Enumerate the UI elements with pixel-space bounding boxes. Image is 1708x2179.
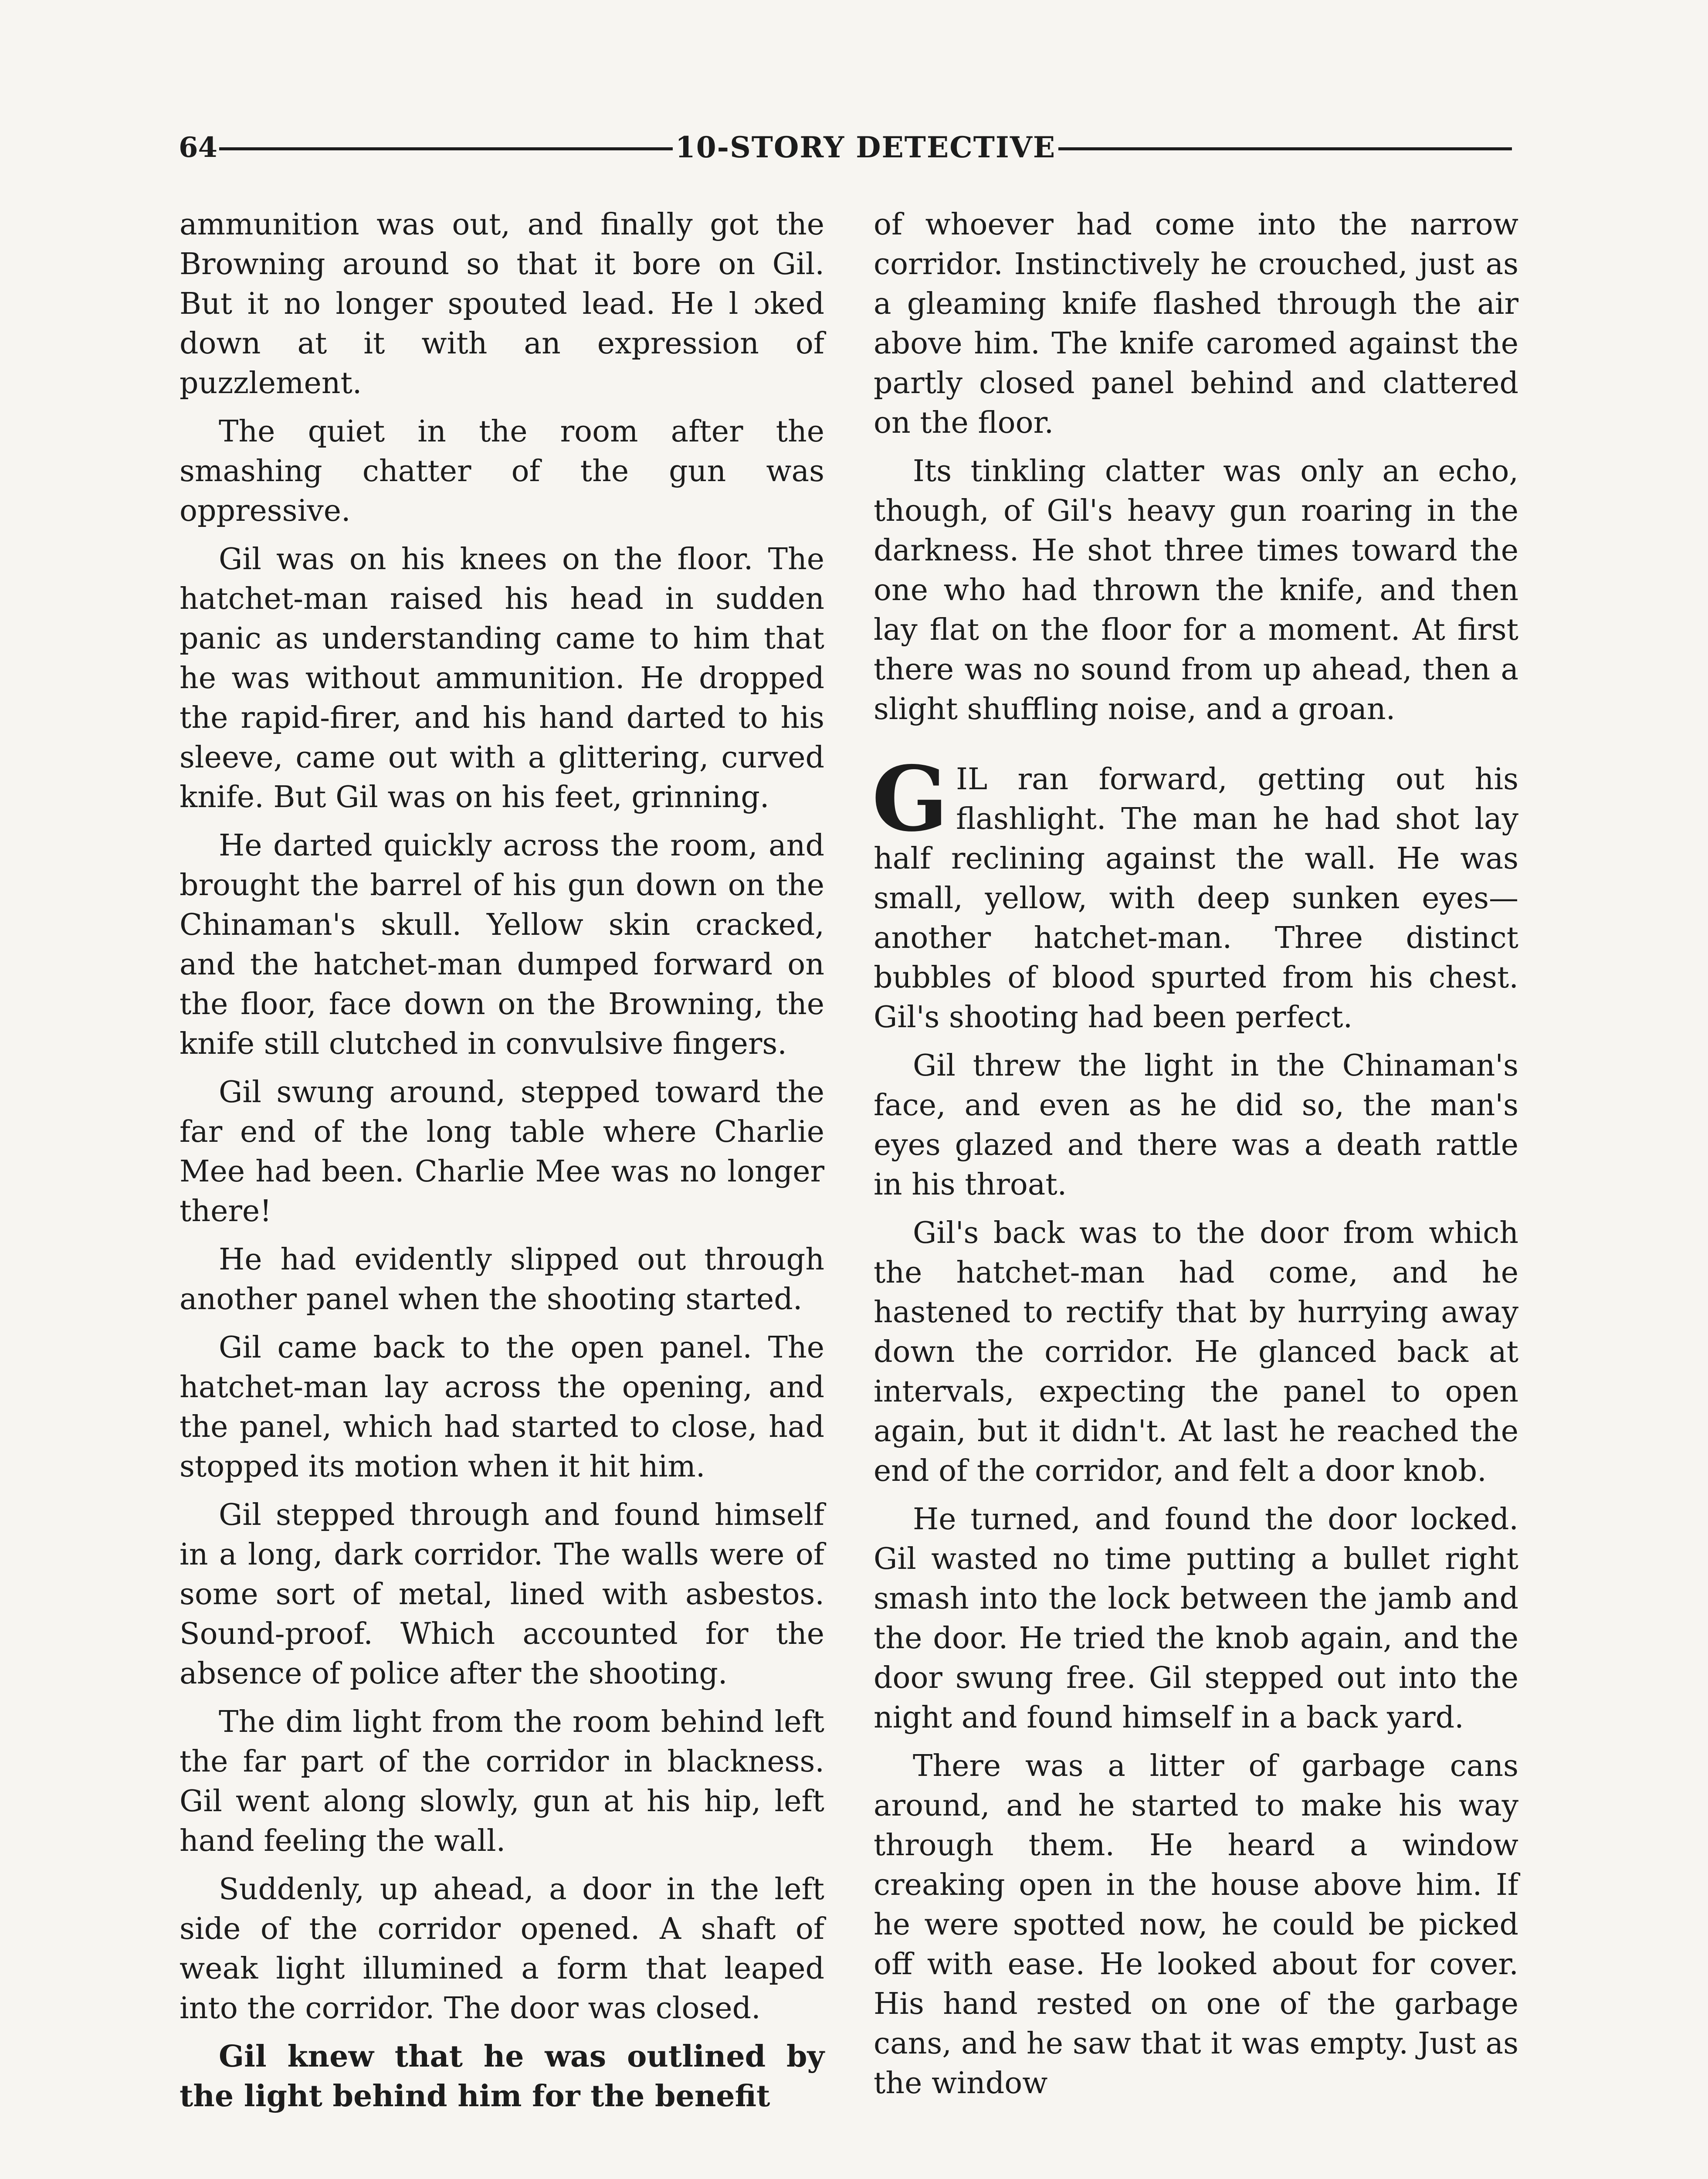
paragraph: Its tinkling clatter was only an echo, though, of Gil's heavy gun roaring in the darkness. He shot three times toward the one who had thrown the knife, and then lay flat on the floor for a moment. At first there was no sound from up ahead, then a slight shuffling noise, and a groan. (874, 454, 1518, 726)
paragraph: Gil was on his knees on the floor. The hatchet-man raised his head in sudden panic as understanding came to him that he was without ammunition. He dropped the rapid-firer, and his hand darted to his sleeve, came out with a glittering, curved knife. But Gil was on his feet, grinning. (180, 542, 824, 815)
paragraph: ammunition was out, and finally got the Browning around so that it bore on Gil. But it no longer spouted lead. He l ɔked down at it with an expression of puzzlement. (180, 207, 824, 401)
paragraph: Gil's back was to the door from which the hatchet-man had come, and he hastened to rectify that by hurrying away down the corridor. He glanced back at intervals, expecting the panel to open again, but it didn't. At last he reached the end of the corridor, and felt a door knob. (874, 1216, 1518, 1488)
paragraph: Gil came back to the open panel. The hatchet-man lay across the opening, and the panel, which had started to close, had stopped its motion when it hit him. (180, 1330, 824, 1484)
section-opening-paragraph (872, 747, 1518, 1037)
magazine-title: 10-STORY DETECTIVE (675, 130, 1056, 164)
paragraph: He darted quickly across the room, and brought the barrel of his gun down on the Chinaman's skull. Yellow skin cracked, and the hatchet-man dumped forward on the floor, face down on the Browning, the knife still clutched in convulsive fingers. (180, 828, 824, 1061)
paragraph: Suddenly, up ahead, a door in the left side of the corridor opened. A shaft of weak light illumined a form that leaped into the corridor. The door was closed. (180, 1872, 824, 2026)
right-column (874, 205, 1518, 2112)
paragraph: He had evidently slipped out through another panel when the shooting started. (180, 1242, 824, 1317)
paragraph: Gil threw the light in the Chinaman's face, and even as he did so, the man's eyes glazed and there was a death rattle in his throat. (874, 1049, 1518, 1202)
page-number: 64 (179, 131, 218, 164)
paragraph-text: IL ran forward, getting out his flashlight. The man he had shot lay half reclining against the wall. He was small, yellow, with deep sunken eyes—another hatchet-man. Three distinct bubbles of blood spurted from his chest. Gil's shooting had been perfect. (874, 762, 1518, 1035)
paragraph: The quiet in the room after the smashing chatter of the gun was oppressive. (180, 414, 824, 528)
paragraph: Gil knew that he was outlined by the light behind him for the benefit (180, 2039, 824, 2114)
header-rule-left (219, 147, 673, 150)
left-column (180, 205, 824, 2125)
paragraph: Gil swung around, stepped toward the far end of the long table where Charlie Mee had been. Charlie Mee was no longer there! (180, 1075, 824, 1229)
header-rule-right (1058, 147, 1512, 150)
drop-cap: G (872, 747, 949, 852)
page-header (179, 123, 1512, 171)
paragraph: The dim light from the room behind left the far part of the corridor in blackness. Gil went along slowly, gun at his hip, left hand feeling the wall. (180, 1705, 824, 1858)
paragraph: There was a litter of garbage cans around, and he started to make his way through them. He heard a window creaking open in the house above him. If he were spotted now, he could be picked off with ease. He looked about for cover. His hand rested on one of the garbage cans, and he saw that it was empty. Just as the window (874, 1749, 1518, 2101)
paragraph: Gil stepped through and found himself in a long, dark corridor. The walls were of some sort of metal, lined with asbestos. Sound-proof. Which accounted for the absence of police after the shooting. (180, 1498, 824, 1691)
paragraph: of whoever had come into the narrow corridor. Instinctively he crouched, just as a gleaming knife flashed through the air above him. The knife caromed against the partly closed panel behind and clattered on the floor. (874, 207, 1518, 440)
paragraph: He turned, and found the door locked. Gil wasted no time putting a bullet right smash into the lock between the jamb and the door. He tried the knob again, and the door swung free. Gil stepped out into the night and found himself in a back yard. (874, 1502, 1518, 1735)
